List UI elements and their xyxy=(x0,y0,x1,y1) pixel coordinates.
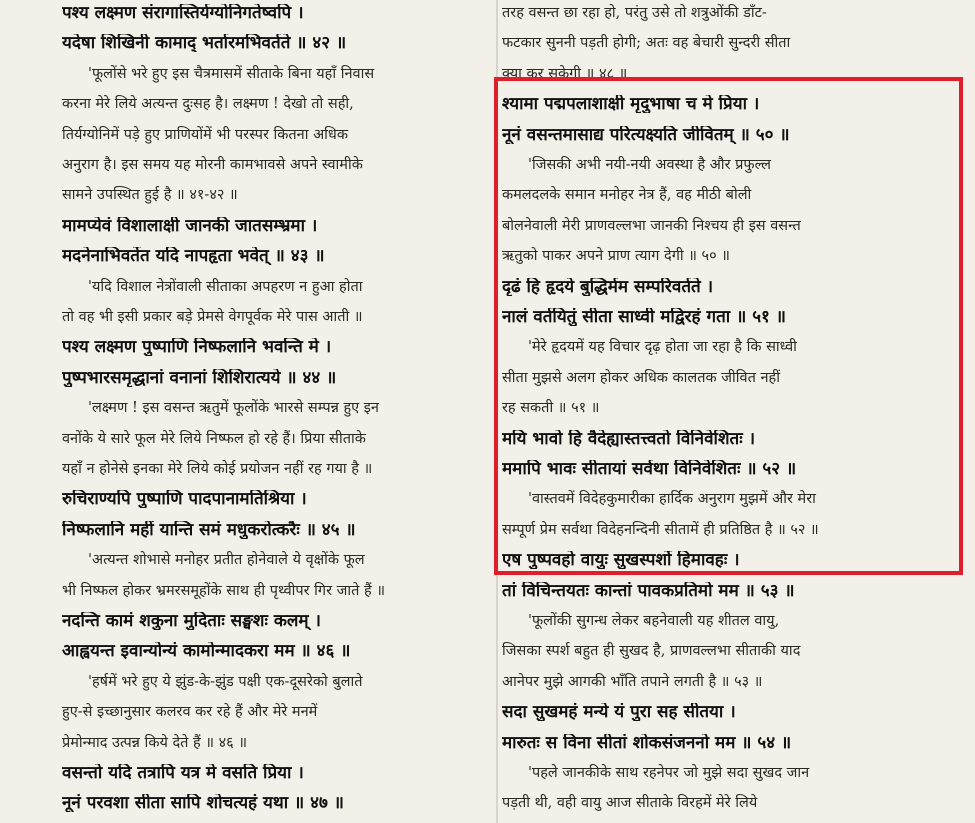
left-line: पुष्पभारसमृद्धानां वनानां शिशिरात्यये ॥ ४४ ॥ xyxy=(62,368,337,387)
right-line: जिसका स्पर्श बहुत ही सुखद है, प्राणवल्लभा सीताकी याद xyxy=(502,643,801,660)
right-line: आनेपर मुझे आगकी भाँति तपाने लगती है ॥ ५३ ॥ xyxy=(502,673,763,690)
right-line: पड़ती थी, वही वायु आज सीताके विरहमें मेरे लिये xyxy=(502,795,758,812)
right-line: रह सकती ॥ ५१ ॥ xyxy=(502,400,600,417)
right-line: 'फूलोंकी सुगन्ध लेकर बहनेवाली यह शीतल वायु, xyxy=(528,613,780,629)
left-line: 'अत्यन्त शोभासे मनोहर प्रतीत होनेवाले ये वृक्षोंके फूल xyxy=(88,552,365,569)
left-line: सामने उपस्थित हुई है ॥ ४१-४२ ॥ xyxy=(62,187,238,204)
left-line: मदनेनाभिवर्तेत यदि नापहृता भवेत् ॥ ४३ ॥ xyxy=(62,247,325,266)
left-line: पश्य लक्ष्मण संरागास्तिर्यग्योनिगतेष्वपि । xyxy=(62,4,304,22)
right-line: बोलनेवाली मेरी प्राणवल्लभा जानकी निश्चय ही इस वसन्त xyxy=(502,217,801,234)
right-line: 'वास्तवमें विदेहकुमारीका हार्दिक अनुराग मुझमें और मेरा xyxy=(528,491,816,508)
left-line: प्रेमोन्माद उत्पन्न किये देते हैं ॥ ४६ ॥ xyxy=(62,734,248,751)
left-line: वसन्तो यदि तत्रापि यत्र मे वसति प्रिया । xyxy=(62,764,304,782)
right-line: तरह वसन्त छा रहा हो, परंतु उसे तो शत्रुओंकी डाँट- xyxy=(502,5,767,21)
left-line: आह्वयन्त इवान्योन्यं कामोन्मादकरा मम ॥ ४६ ॥ xyxy=(62,642,351,661)
left-line: पश्य लक्ष्मण पुष्पाणि निष्फलानि भवन्ति मे । xyxy=(62,338,332,357)
right-line: 'पहले जानकीके साथ रहनेपर जो मुझे सदा सुखद जान xyxy=(528,765,810,781)
left-line: 'हर्षमें भरे हुए ये झुंड-के-झुंड पक्षी एक-दूसरेको बुलाते xyxy=(88,673,363,690)
left-line: अनुराग है। इस समय यह मोरनी कामभावसे अपने स्वामीके xyxy=(62,157,363,173)
left-line: तो वह भी इसी प्रकार बड़े प्रेमसे वेगपूर्वक मेरे पास आती ॥ xyxy=(62,309,363,325)
right-line: फटकार सुननी पड़ती होगी; अतः वह बेचारी सुन्दरी सीता xyxy=(502,35,791,52)
left-line: 'यदि विशाल नेत्रोंवाली सीताका अपहरण न हुआ होता xyxy=(88,278,363,295)
right-line: एष पुष्पवहो वायुः सुखस्पर्शो हिमावहः । xyxy=(502,551,740,570)
right-line: नालं वर्तयितुं सीता साध्वी मद्विरहं गता ॥ ५१ ॥ xyxy=(502,308,786,326)
right-line: श्यामा पद्मपलाशाक्षी मृदुभाषा च मे प्रिया । xyxy=(502,95,760,114)
left-line: वनोंके ये सारे फूल मेरे लिये निष्फल हो रहे हैं। प्रिया सीताके xyxy=(62,430,366,447)
right-line: नूनं वसन्तमासाद्य परित्यक्ष्यति जीवितम् ॥ ५० ॥ xyxy=(502,125,790,144)
right-line: कमलदलके समान मनोहर नेत्र हैं, वह मीठी बोली xyxy=(502,187,752,204)
left-line: रुचिराण्यपि पुष्पाणि पादपानामतिश्रिया । xyxy=(62,490,307,509)
right-line: मयि भावो हि वैदेह्यास्तत्त्वतो विनिवेशितः । xyxy=(502,429,756,448)
left-line: हुए-से इच्छानुसार कलरव कर रहे हैं और मेरे मनमें xyxy=(62,704,318,721)
right-line: क्या कर सकेगी ॥ ४८ ॥ xyxy=(502,65,628,82)
right-line: 'जिसकी अभी नयी-नयी अवस्था है और प्रफुल्ल xyxy=(528,157,771,173)
right-line: दृढं हि हृदये बुद्धिर्मम सम्परिवर्तते । xyxy=(502,277,714,296)
right-line: 'मेरे हृदयमें यह विचार दृढ़ होता जा रहा है कि साध्वी xyxy=(528,339,797,356)
right-line: ममापि भावः सीतायां सर्वथा विनिवेशितः ॥ ५२ ॥ xyxy=(502,460,797,478)
left-line: 'लक्ष्मण ! इस वसन्त ऋतुमें फूलोंके भारसे सम्पन्न हुए इन xyxy=(88,400,379,417)
highlight-rectangle xyxy=(494,77,963,575)
right-line: सदा सुखमहं मन्ये यं पुरा सह सीतया । xyxy=(502,703,736,722)
left-line: नूनं परवशा सीता सापि शोचत्यहं यथा ॥ ४७ ॥ xyxy=(62,794,344,813)
right-line: सम्पूर्ण प्रेम सर्वथा विदेहनन्दिनी सीतामें ही प्रतिष्ठित है ॥ ५२ ॥ xyxy=(502,521,819,538)
left-line: नदन्ति कामं शकुना मुदिताः सङ्घशः कलम् । xyxy=(62,612,321,630)
left-line: निष्फलानि महीं यान्ति समं मधुकरोत्करैः ॥ ४५ ॥ xyxy=(62,520,356,539)
right-line: ऋतुको पाकर अपने प्राण त्याग देगी ॥ ५० ॥ xyxy=(502,248,730,265)
left-line: यहाँ न होनेसे इनका मेरे लिये कोई प्रयोजन नहीं रह गया है ॥ xyxy=(62,461,373,477)
left-line: 'फूलोंसे भरे हुए इस चैत्रमासमें सीताके बिना यहाँ निवास xyxy=(88,65,375,82)
left-line: करना मेरे लिये अत्यन्त दुःसह है। लक्ष्मण ! देखो तो सही, xyxy=(62,96,354,113)
left-line: भी निष्फल होकर भ्रमरसमूहोंके साथ ही पृथ्वीपर गिर जाते हैं ॥ xyxy=(62,582,386,599)
left-line: यदेषा शिखिनी कामाद् भर्तारमभिवर्तते ॥ ४२ ॥ xyxy=(62,34,347,53)
left-line: मामप्येवं विशालाक्षी जानकी जातसम्भ्रमा । xyxy=(62,216,318,235)
left-line: तिर्यग्योनिमें पड़े हुए प्राणियोंमें भी परस्पर कितना अधिक xyxy=(62,126,348,143)
right-line: तां विचिन्तयतः कान्तां पावकप्रतिमो मम ॥ ५३ ॥ xyxy=(502,581,795,600)
right-line: मारुतः स विना सीतां शोकसंजननो मम ॥ ५४ ॥ xyxy=(502,733,792,752)
right-line: सीता मुझसे अलग होकर अधिक कालतक जीवित नहीं xyxy=(502,369,780,386)
